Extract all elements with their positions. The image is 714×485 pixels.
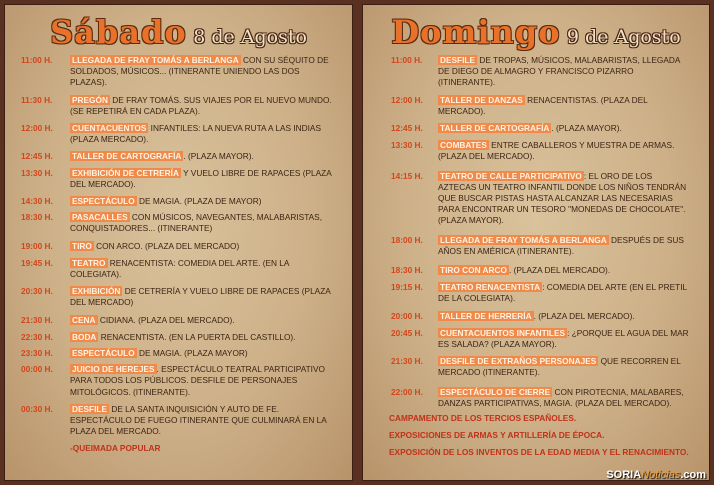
event-description xyxy=(419,171,709,227)
event-time: 20:45 H. xyxy=(391,327,423,338)
event-detail: : COMEDIA DEL ARTE (EN EL PRETIL DE LA COLEGIATA). xyxy=(438,282,687,304)
event-description xyxy=(55,364,352,398)
event-title: TALLER DE HERRERÍA xyxy=(440,310,532,321)
event-description xyxy=(419,328,709,350)
event-description xyxy=(419,95,709,117)
event-title: EXHIBICIÓN xyxy=(72,286,121,297)
event-description xyxy=(419,356,709,378)
event-time: 21:30 H. xyxy=(21,314,53,325)
sunday-note: CAMPAMENTO DE LOS TERCIOS ESPAÑOLES. xyxy=(389,413,577,424)
event-title: CUENTACUENTOS INFANTILES xyxy=(440,327,566,338)
event-detail: . (PLAZA MAYOR). xyxy=(183,151,254,162)
event-description xyxy=(55,315,352,326)
event-detail: : EL ORO DE LOS AZTECAS UN TEATRO INFANTIL DONDE LOS NIÑOS TENDRÁN QUE BUSCAR PISTAS HASTA ALCANZAR LAS NECESARIAS PARA ENCONTRAR UN TESORO "MONEDAS DE CHOCOLATE". (PLAZA MAYOR). xyxy=(438,170,687,226)
event-time: 12:00 H. xyxy=(391,94,423,105)
schedule-row xyxy=(363,171,709,227)
sunday-day-heading: Domingo xyxy=(391,13,561,51)
event-title: ESPECTÁCULO xyxy=(72,348,135,359)
event-title: COMBATES xyxy=(440,140,487,151)
schedule-row xyxy=(5,55,352,89)
event-description xyxy=(55,348,352,359)
event-detail: . (PLAZA MAYOR). xyxy=(551,123,622,134)
schedule-row xyxy=(5,196,352,207)
event-description xyxy=(55,241,352,252)
event-detail: DE FRAY TOMÁS. SUS VIAJES POR EL NUEVO MUNDO. (SE REPETIRÁ EN CADA PLAZA). xyxy=(70,94,332,116)
event-description xyxy=(419,387,709,409)
logo-part-soria: SORIA xyxy=(606,469,642,481)
event-time: 18:00 H. xyxy=(391,234,423,245)
event-description xyxy=(419,265,709,276)
event-description xyxy=(55,404,352,438)
event-title: ESPECTÁCULO xyxy=(72,196,135,207)
event-detail: ENTRE CABALLEROS Y MUESTRA DE ARMAS. (PLAZA DEL MERCADO). xyxy=(438,140,675,162)
saturday-schedule xyxy=(5,55,352,455)
schedule-row xyxy=(5,404,352,438)
event-description xyxy=(55,151,352,162)
event-time: 20:30 H. xyxy=(21,286,53,297)
schedule-row xyxy=(363,95,709,117)
event-title: DESFILE DE EXTRAÑOS PERSONAJES xyxy=(440,356,597,367)
schedule-row xyxy=(5,332,352,343)
saturday-panel xyxy=(4,4,353,481)
event-description xyxy=(419,282,709,304)
event-title: LLEGADA DE FRAY TOMÁS A BERLANGA xyxy=(72,55,239,65)
schedule-row xyxy=(5,95,352,117)
schedule-row xyxy=(363,311,709,322)
event-title: CUENTACUENTOS xyxy=(72,123,147,134)
event-title: PASACALLES xyxy=(72,212,128,223)
schedule-row xyxy=(363,235,709,257)
event-detail: CON PIROTECNIA, MALABARES, DANZAS PARTICIPATIVAS, MAGIA. (PLAZA DEL MERCADO). xyxy=(438,386,684,408)
event-detail: . (PLAZA DEL MERCADO). xyxy=(533,310,635,321)
event-description xyxy=(55,55,352,89)
event-detail: DESPUÉS DE SUS AÑOS EN AMÉRICA (ITINERANTE). xyxy=(438,234,684,256)
event-description xyxy=(419,123,709,134)
event-detail: CIDIANA. (PLAZA DEL MERCADO). xyxy=(97,314,235,325)
event-title: EXHIBICIÓN DE CETRERÍA xyxy=(72,167,179,178)
schedule-row xyxy=(363,282,709,304)
event-description xyxy=(55,258,352,280)
event-detail: QUE RECORREN EL MERCADO (ITINERANTE). xyxy=(438,356,681,378)
soria-noticias-logo xyxy=(606,469,706,481)
saturday-date-heading: 8 de Agosto xyxy=(193,26,307,48)
event-title: TEATRO xyxy=(72,257,106,268)
event-time: 19:00 H. xyxy=(21,240,53,251)
saturday-day-heading: Sábado xyxy=(50,13,187,51)
schedule-row xyxy=(5,151,352,162)
schedule-row xyxy=(5,348,352,359)
schedule-row xyxy=(363,387,709,409)
event-description xyxy=(419,55,709,89)
event-detail: DE CETRERÍA Y VUELO LIBRE DE RAPACES (PLAZA DEL MERCADO) xyxy=(70,286,331,308)
event-description xyxy=(419,311,709,322)
event-detail: CON MÚSICOS, NAVEGANTES, MALABARISTAS, CONQUISTADORES... (ITINERANTE) xyxy=(70,212,323,234)
event-title: TEATRO DE CALLE PARTICIPATIVO xyxy=(440,170,582,181)
saturday-title xyxy=(5,13,352,51)
event-title: TALLER DE CARTOGRAFÍA xyxy=(440,123,550,134)
event-detail: . (PLAZA DEL MERCADO). xyxy=(509,265,611,276)
schedule-row xyxy=(5,123,352,145)
event-title: LLEGADA DE FRAY TOMÁS A BERLANGA xyxy=(440,234,607,245)
schedule-row xyxy=(5,364,352,398)
schedule-row xyxy=(363,356,709,378)
event-detail: . ESPECTÁCULO TEATRAL PARTICIPATIVO PARA TODOS LOS PÚBLICOS. DESFILE DE PERSONAJES MITOLÓGICOS. (ITINERANTE). xyxy=(70,364,325,397)
saturday-footer-text: -QUEIMADA POPULAR xyxy=(70,443,161,454)
event-title: BODA xyxy=(72,331,97,342)
event-description xyxy=(55,123,352,145)
event-detail: DE TROPAS, MÚSICOS, MALABARISTAS, LLEGADA DE DIEGO DE ALMAGRO Y FRANCISCO PIZARRO (ITINERANTE). xyxy=(438,55,680,88)
event-detail: CON SU SÉQUITO DE SOLDADOS, MÚSICOS... (ITINERANTE UNIENDO LAS DOS PLAZAS). xyxy=(70,55,329,88)
event-time: 19:45 H. xyxy=(21,257,53,268)
event-detail: RENACENTISTA. (EN LA PUERTA DEL CASTILLO). xyxy=(98,331,296,342)
schedule-row xyxy=(363,140,709,162)
logo-part-noticias: Noticias xyxy=(641,469,681,481)
event-time: 11:00 H. xyxy=(391,55,423,65)
event-description xyxy=(55,286,352,308)
sunday-note: EXPOSICIONES DE ARMAS Y ARTILLERÍA DE ÉPOCA. xyxy=(389,430,605,441)
sunday-title xyxy=(363,13,709,51)
event-title: TIRO xyxy=(72,240,92,251)
event-detail: CON ARCO. (PLAZA DEL MERCADO) xyxy=(93,240,240,251)
event-description xyxy=(55,332,352,343)
event-time: 23:30 H. xyxy=(21,348,53,359)
event-time: 14:15 H. xyxy=(391,170,423,181)
event-title: CENA xyxy=(72,314,96,325)
event-time: 11:30 H. xyxy=(21,94,53,105)
schedule-row xyxy=(5,212,352,234)
event-title: TALLER DE DANZAS xyxy=(440,94,523,105)
event-detail: Y VUELO LIBRE DE RAPACES (PLAZA DEL MERCADO). xyxy=(70,167,332,189)
event-detail: RENACENTISTA: COMEDIA DEL ARTE. (EN LA COLEGIATA). xyxy=(70,257,289,280)
event-time: 20:00 H. xyxy=(391,310,423,321)
event-title: DESFILE xyxy=(72,403,108,414)
schedule-row xyxy=(363,328,709,350)
event-time: 14:30 H. xyxy=(21,196,53,207)
event-description xyxy=(55,95,352,117)
event-detail: RENACENTISTAS. (PLAZA DEL MERCADO). xyxy=(438,94,648,116)
event-time: 22:00 H. xyxy=(391,386,423,397)
event-time: 11:00 H. xyxy=(21,55,53,65)
event-time: 18:30 H. xyxy=(391,265,423,276)
schedule-row xyxy=(5,258,352,280)
event-detail: INFANTILES: LA NUEVA RUTA A LAS INDIAS (PLAZA MERCADO). xyxy=(70,123,321,145)
event-title: TIRO CON ARCO xyxy=(440,265,507,276)
schedule-row xyxy=(363,55,709,89)
event-time: 12:00 H. xyxy=(21,123,53,134)
event-time: 13:30 H. xyxy=(21,167,53,178)
event-detail: : ¿PORQUE EL AGUA DEL MAR ES SALADA? (PLAZA MAYOR). xyxy=(438,327,689,350)
schedule-row xyxy=(5,168,352,190)
logo-part-com: .com xyxy=(680,469,706,481)
event-title: PREGÓN xyxy=(72,94,108,105)
event-detail: DE MAGIA. (PLAZA DE MAYOR) xyxy=(136,196,262,207)
event-time: 00:30 H. xyxy=(21,403,53,414)
event-title: JUICIO DE HEREJES xyxy=(72,364,155,375)
event-time: 12:45 H. xyxy=(21,151,53,162)
sunday-date-heading: 9 de Agosto xyxy=(566,26,681,48)
event-description xyxy=(419,140,709,162)
event-title: ESPECTÁCULO DE CIERRE xyxy=(440,386,551,397)
event-title: TALLER DE CARTOGRAFÍA xyxy=(72,151,182,162)
event-description xyxy=(55,196,352,207)
sunday-panel xyxy=(362,4,710,481)
event-detail: DE LA SANTA INQUISICIÓN Y AUTO DE FE. ESPECTÁCULO DE FUEGO ITINERANTE QUE CULMINARÁ EN LA PLAZA DEL MERCADO. xyxy=(70,403,327,437)
event-title: TEATRO RENACENTISTA xyxy=(440,282,541,293)
schedule-row xyxy=(5,315,352,326)
event-description xyxy=(55,168,352,190)
event-time: 21:30 H. xyxy=(391,356,423,367)
event-detail: DE MAGIA. (PLAZA MAYOR) xyxy=(136,348,248,359)
event-time: 00:00 H. xyxy=(21,364,53,375)
event-time: 18:30 H. xyxy=(21,212,53,223)
schedule-row xyxy=(5,286,352,308)
sunday-schedule xyxy=(363,55,709,465)
event-time: 22:30 H. xyxy=(21,331,53,342)
event-description xyxy=(55,212,352,234)
schedule-row xyxy=(363,265,709,276)
event-time: 19:15 H. xyxy=(391,282,423,293)
schedule-row xyxy=(363,123,709,134)
event-time: 13:30 H. xyxy=(391,140,423,151)
schedule-row xyxy=(5,241,352,252)
sunday-note: EXPOSICIÓN DE LOS INVENTOS DE LA EDAD MEDIA Y EL RENACIMIENTO. xyxy=(389,447,689,458)
event-time: 12:45 H. xyxy=(391,123,423,134)
event-title: DESFILE xyxy=(440,55,476,65)
event-description xyxy=(419,235,709,257)
saturday-footer xyxy=(5,443,352,454)
